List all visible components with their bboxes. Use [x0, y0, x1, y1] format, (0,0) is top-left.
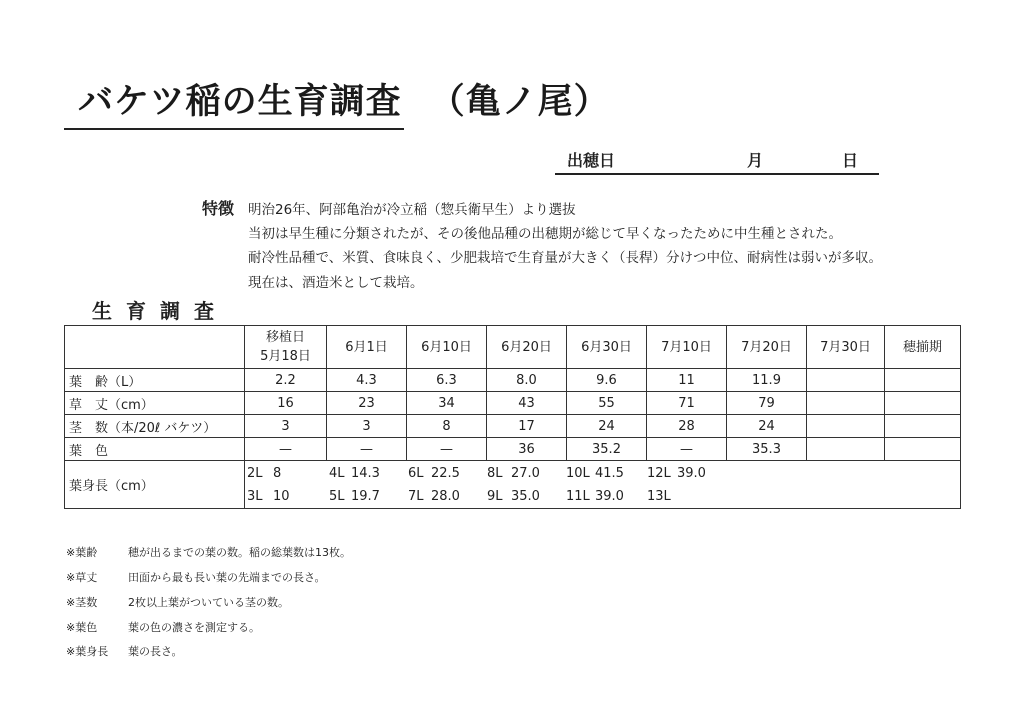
table-row	[65, 392, 961, 415]
leaf-number: 12L	[647, 465, 671, 481]
table-cell: 6.3	[407, 369, 487, 392]
row-label: 葉 齢（L）	[65, 369, 245, 392]
note-description: 葉の長さ。	[128, 645, 183, 658]
header-cell: 6月30日	[567, 326, 647, 369]
leaf-number: 4L	[329, 465, 345, 481]
leaf-length-value: 10	[273, 488, 290, 504]
leaf-number: 9L	[487, 488, 503, 504]
growth-survey-table	[64, 325, 961, 509]
blade-length-row	[65, 461, 961, 509]
table-cell: —	[327, 438, 407, 461]
heading-date-label: 出穂日	[567, 151, 616, 170]
leaf-length-value: 28.0	[431, 488, 460, 504]
table-header-row	[65, 326, 961, 369]
table-cell	[807, 415, 885, 438]
section-title: 生育調査	[92, 299, 228, 323]
page-title	[78, 74, 610, 124]
leaf-length-value: 39.0	[677, 465, 706, 481]
table-cell: 24	[727, 415, 807, 438]
leaf-number: 8L	[487, 465, 503, 481]
row-label: 葉身長（cm）	[65, 461, 245, 509]
table-cell: 35.3	[727, 438, 807, 461]
header-cell: 7月30日	[807, 326, 885, 369]
variety-name: （亀ノ尾）	[429, 82, 610, 122]
header-cell	[65, 326, 245, 369]
table-cell: 9.6	[567, 369, 647, 392]
note-term: ※茎数	[66, 596, 98, 609]
table-cell	[885, 415, 961, 438]
header-label: 移植日	[265, 330, 305, 345]
leaf-length-value: 8	[273, 465, 282, 481]
header-cell: 6月20日	[487, 326, 567, 369]
table-cell	[885, 438, 961, 461]
leaf-number: 3L	[247, 488, 263, 504]
title-underline	[64, 128, 404, 130]
table-cell	[807, 392, 885, 415]
feature-label: 特徴	[202, 199, 235, 218]
note-description: 葉の色の濃さを測定する。	[128, 621, 260, 634]
table-cell: 55	[567, 392, 647, 415]
note-description: 2枚以上葉がついている茎の数。	[128, 596, 289, 609]
table-cell: 17	[487, 415, 567, 438]
feature-line: 明治26年、阿部亀治が冷立稲（惣兵衛早生）より選抜	[248, 202, 576, 218]
leaf-length-value: 35.0	[511, 488, 540, 504]
table-cell: 79	[727, 392, 807, 415]
row-label: 草 丈（cm）	[65, 392, 245, 415]
header-cell: 6月10日	[407, 326, 487, 369]
blade-length-values	[245, 461, 961, 509]
table-cell: 28	[647, 415, 727, 438]
note-term: ※葉身長	[66, 645, 109, 658]
leaf-number: 10L	[566, 465, 590, 481]
note-item	[66, 594, 289, 610]
note-item	[66, 619, 260, 635]
leaf-number: 13L	[647, 488, 671, 504]
table-cell: 36	[487, 438, 567, 461]
table-cell: 4.3	[327, 369, 407, 392]
note-description: 穂が出るまでの葉の数。稲の総葉数は13枚。	[128, 546, 351, 559]
feature-line: 当初は早生種に分類されたが、その後他品種の出穂期が総じて早くなったために中生種とされた。	[248, 226, 842, 242]
leaf-length-value: 14.3	[351, 465, 380, 481]
leaf-number: 6L	[408, 465, 424, 481]
table-cell: 24	[567, 415, 647, 438]
title-text: バケツ稲の生育調査	[78, 82, 402, 122]
table-row	[65, 415, 961, 438]
table-cell: —	[647, 438, 727, 461]
note-item	[66, 569, 326, 585]
row-label: 葉 色	[65, 438, 245, 461]
header-cell: 7月20日	[727, 326, 807, 369]
feature-line: 耐冷性品種で、米質、食味良く、少肥栽培で生育量が大きく（長稈）分けつ中位、耐病性は弱いが多収。	[248, 250, 882, 266]
table-cell: 11.9	[727, 369, 807, 392]
heading-date-underline	[555, 173, 879, 175]
table-cell: 35.2	[567, 438, 647, 461]
heading-day-label: 日	[842, 151, 859, 170]
table-row	[65, 369, 961, 392]
blade-length-line	[245, 485, 960, 508]
table-cell	[807, 438, 885, 461]
header-cell: 7月10日	[647, 326, 727, 369]
header-cell-transplant	[245, 326, 327, 369]
table-row	[65, 438, 961, 461]
table-cell	[885, 392, 961, 415]
leaf-number: 11L	[566, 488, 590, 504]
table-cell: 2.2	[245, 369, 327, 392]
note-term: ※葉色	[66, 621, 98, 634]
leaf-length-value: 41.5	[595, 465, 624, 481]
heading-month-label: 月	[747, 151, 764, 170]
table-cell: —	[245, 438, 327, 461]
table-cell: 8	[407, 415, 487, 438]
header-cell: 穂揃期	[885, 326, 961, 369]
leaf-number: 2L	[247, 465, 263, 481]
table-cell: 8.0	[487, 369, 567, 392]
transplant-date: 5月18日	[260, 349, 311, 364]
leaf-length-value: 22.5	[431, 465, 460, 481]
note-term: ※葉齢	[66, 546, 98, 559]
note-term: ※草丈	[66, 571, 98, 584]
table-cell: 43	[487, 392, 567, 415]
note-item	[66, 643, 183, 659]
table-cell: 11	[647, 369, 727, 392]
leaf-length-value: 39.0	[595, 488, 624, 504]
leaf-length-value: 27.0	[511, 465, 540, 481]
table-cell: 3	[327, 415, 407, 438]
note-item	[66, 544, 351, 560]
header-cell: 6月1日	[327, 326, 407, 369]
feature-line: 現在は、酒造米として栽培。	[248, 275, 424, 291]
table-cell: 23	[327, 392, 407, 415]
heading-date-row	[567, 148, 879, 170]
leaf-number: 7L	[408, 488, 424, 504]
table-cell: 3	[245, 415, 327, 438]
table-cell: —	[407, 438, 487, 461]
table-cell: 71	[647, 392, 727, 415]
note-description: 田面から最も長い葉の先端までの長さ。	[128, 571, 326, 584]
row-label: 茎 数（本/20ℓ バケツ）	[65, 415, 245, 438]
table-cell	[807, 369, 885, 392]
blade-length-line	[245, 462, 960, 485]
leaf-number: 5L	[329, 488, 345, 504]
table-cell	[885, 369, 961, 392]
table-cell: 34	[407, 392, 487, 415]
leaf-length-value: 19.7	[351, 488, 380, 504]
table-cell: 16	[245, 392, 327, 415]
